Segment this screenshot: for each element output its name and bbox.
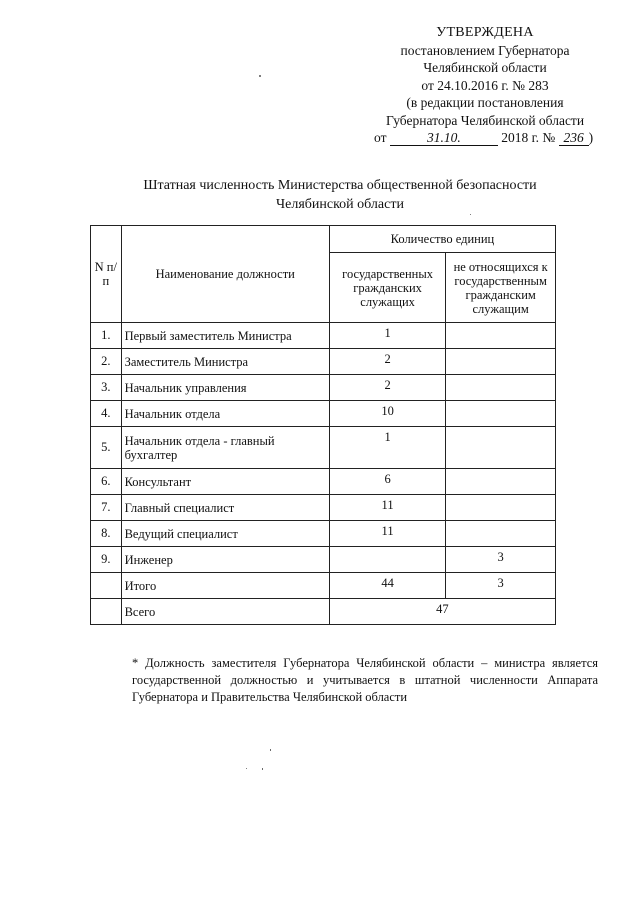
approval-stamp xyxy=(360,24,610,147)
grand-total-value: 47 xyxy=(329,599,555,625)
header-civil-servants: государственных гражданских служащих xyxy=(329,253,445,323)
row-noncivil-count xyxy=(446,323,556,349)
total-noncivil-count: 3 xyxy=(446,573,556,599)
row-civil-count xyxy=(329,547,445,573)
row-position: Начальник отдела xyxy=(121,401,329,427)
table-row xyxy=(91,495,556,521)
table-row xyxy=(91,401,556,427)
row-number: 9. xyxy=(91,547,122,573)
row-position: Начальник управления xyxy=(121,375,329,401)
scan-speck xyxy=(246,768,247,769)
header-quantity: Количество единиц xyxy=(329,226,555,253)
row-civil-count: 11 xyxy=(329,521,445,547)
row-number: 1. xyxy=(91,323,122,349)
row-position: Первый заместитель Министра xyxy=(121,323,329,349)
approval-number-handwritten: 236 xyxy=(559,131,589,146)
approval-date-handwritten: 31.10. xyxy=(390,131,498,146)
grand-total-label: Всего xyxy=(121,599,329,625)
row-civil-count: 6 xyxy=(329,469,445,495)
row-civil-count: 2 xyxy=(329,349,445,375)
row-noncivil-count: 3 xyxy=(446,547,556,573)
scan-speck xyxy=(270,749,271,751)
scan-speck xyxy=(262,768,263,770)
row-civil-count: 11 xyxy=(329,495,445,521)
approval-line-5: Губернатора Челябинской области xyxy=(385,112,585,128)
approval-amendment-line xyxy=(360,129,610,147)
row-number: 6. xyxy=(91,469,122,495)
approval-line-1: постановлением Губернатора xyxy=(400,42,570,58)
row-noncivil-count xyxy=(446,427,556,469)
row-civil-count: 1 xyxy=(329,323,445,349)
row-noncivil-count xyxy=(446,401,556,427)
row-position: Начальник отдела - главный бухгалтер xyxy=(121,427,329,469)
document-title-line-2: Челябинской области xyxy=(276,197,404,212)
row-noncivil-count xyxy=(446,495,556,521)
row-number: 2. xyxy=(91,349,122,375)
table-row xyxy=(91,427,556,469)
table-total-row xyxy=(91,573,556,599)
table-row xyxy=(91,375,556,401)
approval-line-3: от 24.10.2016 г. № 283 xyxy=(421,77,549,93)
table-grand-total-row xyxy=(91,599,556,625)
total-label: Итого xyxy=(121,573,329,599)
approval-line-2: Челябинской области xyxy=(423,60,547,75)
row-position: Инженер xyxy=(121,547,329,573)
staff-table xyxy=(90,225,556,625)
row-civil-count: 10 xyxy=(329,401,445,427)
table-row xyxy=(91,469,556,495)
header-non-civil-servants: не относящихся к государственным гражданским служащим xyxy=(446,253,556,323)
table-row xyxy=(91,323,556,349)
approval-line-4: (в редакции постановления xyxy=(406,95,564,110)
document-title xyxy=(80,176,600,214)
table-row xyxy=(91,547,556,573)
row-noncivil-count xyxy=(446,375,556,401)
footnote: * Должность заместителя Губернатора Челябинской области – министра является государственной должностью и учитывается в штатной численности Аппарата Губернатора и Правительства Челябинской области xyxy=(132,656,598,704)
approval-title: УТВЕРЖДЕНА xyxy=(436,25,534,40)
row-number: 7. xyxy=(91,495,122,521)
row-noncivil-count xyxy=(446,521,556,547)
approval-close-paren: ) xyxy=(588,130,594,145)
approval-year: 2018 г. № xyxy=(501,130,556,145)
row-number: 3. xyxy=(91,375,122,401)
row-number: 5. xyxy=(91,427,122,469)
scan-speck xyxy=(470,214,471,215)
row-noncivil-count xyxy=(446,349,556,375)
total-civil-count: 44 xyxy=(329,573,445,599)
table-row xyxy=(91,349,556,375)
row-civil-count: 1 xyxy=(329,427,445,469)
row-noncivil-count xyxy=(446,469,556,495)
row-number: 4. xyxy=(91,401,122,427)
row-civil-count: 2 xyxy=(329,375,445,401)
row-number: 8. xyxy=(91,521,122,547)
row-position: Заместитель Министра xyxy=(121,349,329,375)
scan-speck xyxy=(259,75,261,77)
row-position: Главный специалист xyxy=(121,495,329,521)
table-row xyxy=(91,521,556,547)
approval-from: от xyxy=(374,130,387,145)
header-number: N п/п xyxy=(91,226,122,323)
row-position: Ведущий специалист xyxy=(121,521,329,547)
document-title-line-1: Штатная численность Министерства общественной безопасности xyxy=(143,178,537,193)
header-position-name: Наименование должности xyxy=(121,226,329,323)
row-position: Консультант xyxy=(121,469,329,495)
